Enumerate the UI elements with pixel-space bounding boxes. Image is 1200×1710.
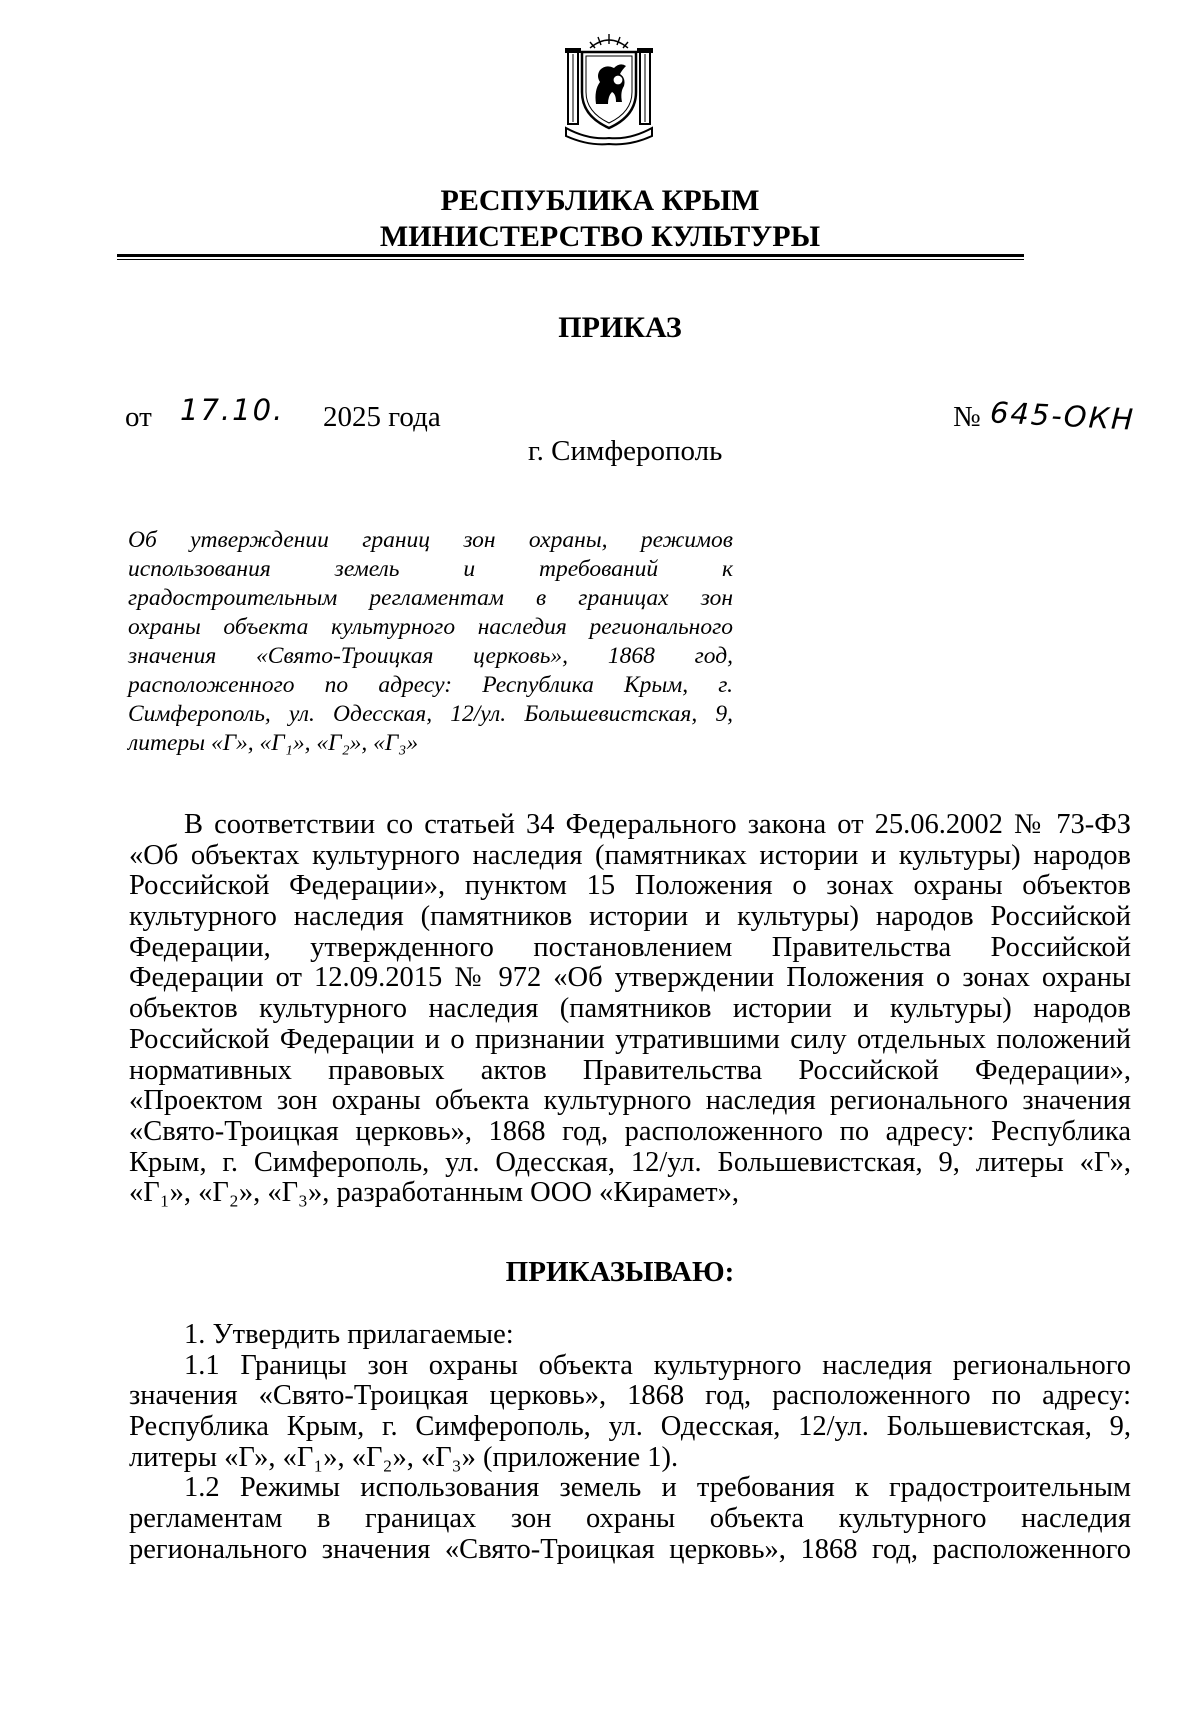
preamble-line: Крым, г. Симферополь, ул. Одесская, 12/ул. Большевистская, 9, литеры «Г», (129, 1146, 1131, 1178)
org-region: РЕСПУБЛИКА КРЫМ (440, 184, 760, 217)
item-line: 1.1 Границы зон охраны объекта культурного наследия регионального (184, 1349, 1131, 1381)
date-prefix: от (125, 401, 152, 433)
subject-line: Симферополь, ул. Одесская, 12/ул. Большевистская, 9, (128, 701, 733, 727)
subject-line: литеры «Г», «Г₁», «Г₂», «Г₃» (128, 730, 419, 756)
preamble-line: «Проектом зон охраны объекта культурного наследия регионального значения (129, 1085, 1131, 1117)
preamble-line: Федерации от 12.09.2015 № 972 «Об утверждении Положения о зонах охраны (129, 962, 1131, 994)
item-line: значения «Свято-Троицкая церковь», 1868 год, расположенного по адресу: (129, 1380, 1131, 1412)
item-line: Республика Крым, г. Симферополь, ул. Одесская, 12/ул. Большевистская, 9, (129, 1411, 1131, 1443)
document-title: ПРИКАЗ (558, 311, 682, 344)
item-line: регионального значения «Свято-Троицкая церковь», 1868 год, расположенного (129, 1533, 1131, 1565)
item-line: литеры «Г», «Г₁», «Г₂», «Г₃» (приложение 1). (129, 1441, 679, 1473)
subject-line: расположенного по адресу: Республика Крым, г. (128, 672, 733, 698)
order-subject (128, 526, 733, 758)
coat-of-arms-emblem (560, 30, 658, 146)
preamble-line: нормативных правовых актов Правительства Российской Федерации», (129, 1054, 1131, 1086)
preamble (129, 810, 1131, 1209)
item-line: 1.2 Режимы использования земель и требования к градостроительным (184, 1472, 1131, 1504)
subject-line: градостроительным регламентам в границах зон (128, 585, 733, 611)
subject-line: использования земель и требований к (128, 556, 733, 582)
subject-line: Об утверждении границ зон охраны, режимов (128, 527, 733, 553)
preamble-line: объектов культурного наследия (памятников истории и культуры) народов (129, 993, 1131, 1025)
preamble-line: «Г₁», «Г₂», «Г₃», разработанным ООО «Кирамет», (129, 1177, 739, 1209)
preamble-line: культурного наследия (памятников истории и культуры) народов Российской (129, 901, 1131, 933)
preamble-line: Федерации, утвержденного постановлением Правительства Российской (129, 931, 1131, 963)
date-year: 2025 года (323, 401, 441, 433)
city: г. Симферополь (528, 435, 723, 467)
header-rule (117, 254, 1024, 257)
preamble-line: В соответствии со статьей 34 Федерального закона от 25.06.2002 № 73-ФЗ (184, 809, 1131, 840)
order-items (129, 1320, 1131, 1566)
header-rule-thin (117, 259, 1024, 260)
preamble-line: Российской Федерации», пунктом 15 Положения о зонах охраны объектов (129, 870, 1131, 902)
preamble-line: «Свято-Троицкая церковь», 1868 год, расположенного по адресу: Республика (129, 1115, 1131, 1147)
number-sign: № (953, 401, 981, 433)
org-ministry: МИНИСТЕРСТВО КУЛЬТУРЫ (379, 220, 821, 253)
preamble-line: Российской Федерации и о признании утратившими силу отдельных положений (129, 1023, 1131, 1055)
preamble-line: «Об объектах культурного наследия (памятниках истории и культуры) народов (129, 839, 1131, 871)
order-heading: ПРИКАЗЫВАЮ: (505, 1256, 735, 1288)
date-handwritten: 17.10. (180, 393, 285, 427)
number-handwritten: 645-ОКН (989, 395, 1136, 437)
subject-line: охраны объекта культурного наследия регионального (128, 614, 733, 640)
item-line: регламентам в границах зон охраны объекта культурного наследия (129, 1503, 1131, 1535)
item-line: 1. Утвердить прилагаемые: (184, 1319, 514, 1350)
subject-line: значения «Свято-Троицкая церковь», 1868 год, (128, 643, 733, 669)
